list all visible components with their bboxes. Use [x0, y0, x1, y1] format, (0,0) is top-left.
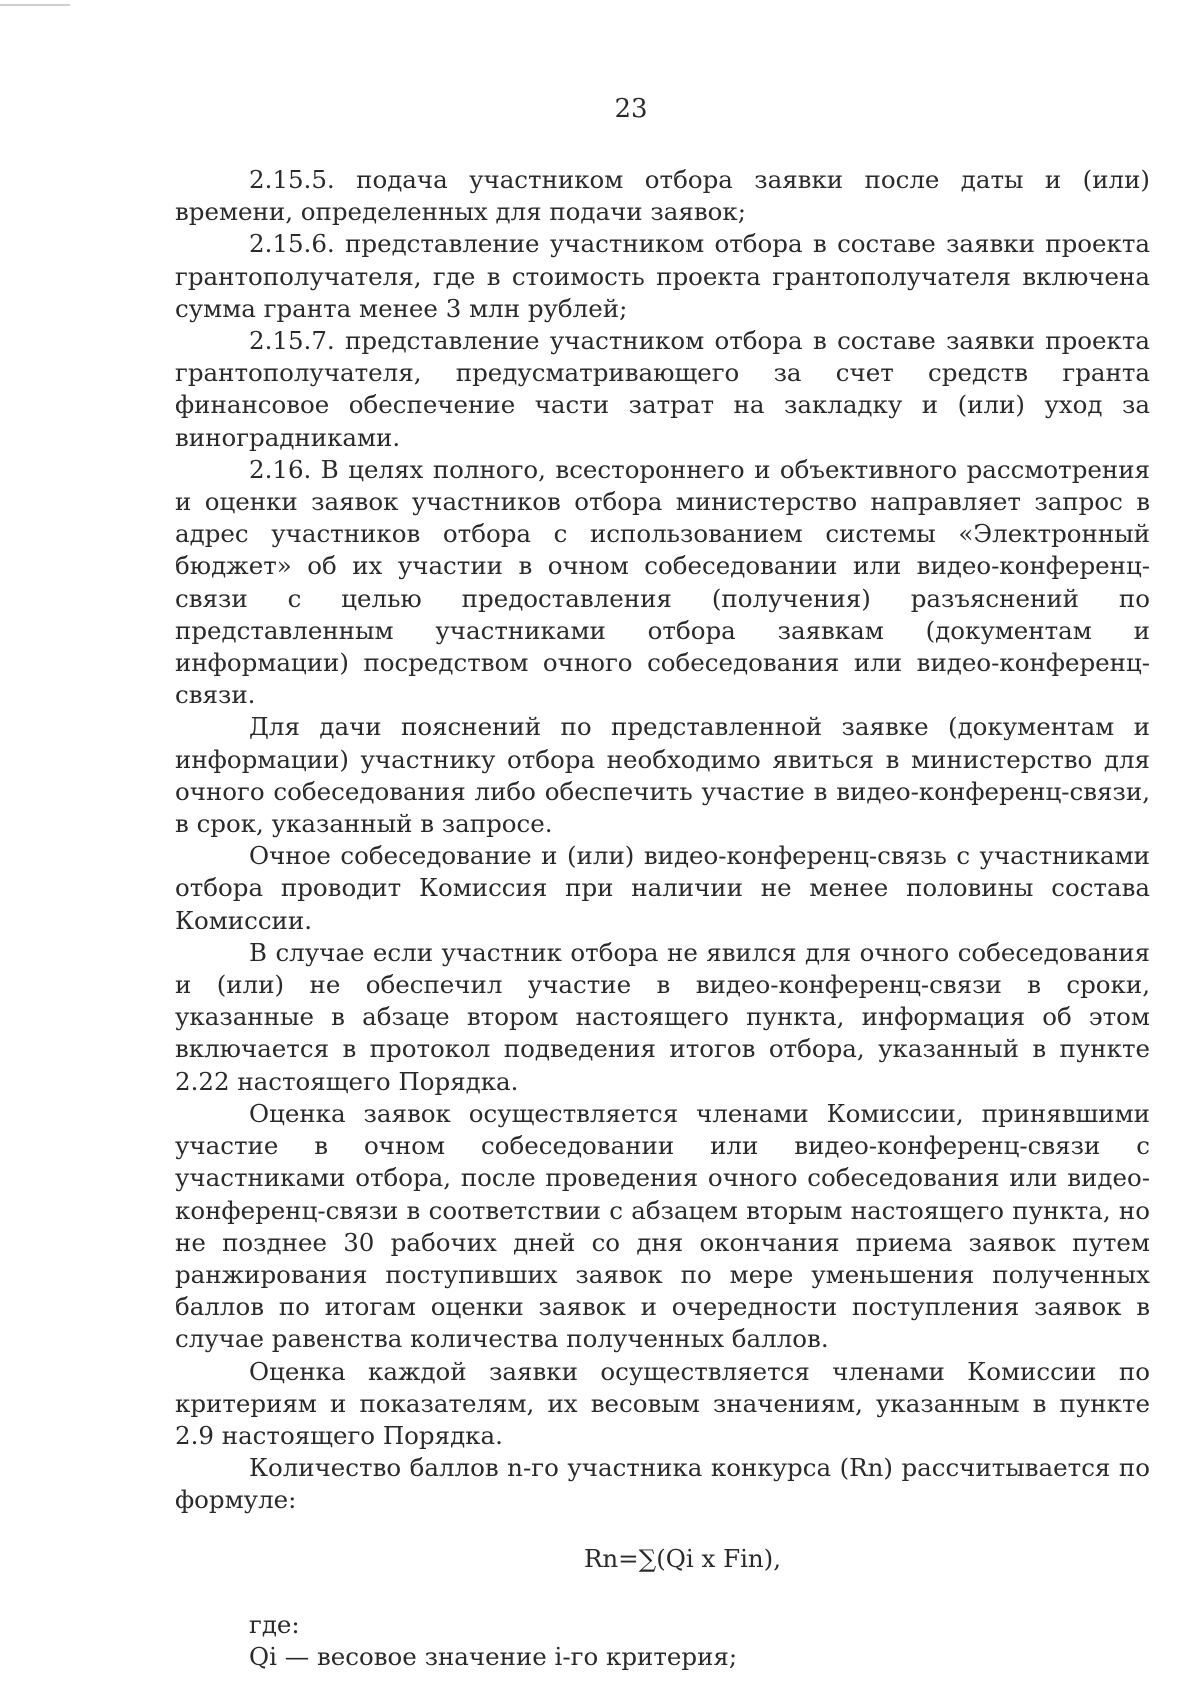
- paragraph-criteria: Оценка каждой заявки осуществляется членами Комиссии по критериям и показателям, их весовым значениям, указанным в пункте 2.9 настоящего Порядка.: [175, 1356, 1150, 1450]
- where-label: где:: [249, 1609, 300, 1639]
- document-body: [175, 164, 1150, 1673]
- paragraph-2-15-5: 2.15.5. подача участником отбора заявки после даты и (или) времени, определенных для подачи заявок;: [175, 165, 1150, 227]
- paragraph-2-16: 2.16. В целях полного, всестороннего и объективного рассмотрения и оценки заявок участников отбора министерство направляет запрос в адрес участников отбора с использованием системы «Электронный бюджет» об их участии в очном собеседовании или видео-конференц-связи с целью предоставления (получения) разъяснений по представленным участниками отбора заявкам (документам и информации) посредством очного собеседования или видео-конференц-связи.: [175, 454, 1150, 710]
- scan-artifact: [0, 4, 70, 6]
- paragraph-explanations: Для дачи пояснений по представленной заявке (документам и информации) участнику отбора необходимо явиться в министерство для очного собеседования либо обеспечить участие в видео-конференц-связи, в срок, указанный в запросе.: [175, 712, 1150, 839]
- paragraph-absence: В случае если участник отбора не явился для очного собеседования и (или) не обеспечил участие в видео-конференц-связи в сроки, указанные в абзаце втором настоящего пункта, информация об этом включается в протокол подведения итогов отбора, указанный в пункте 2.22 настоящего Порядка.: [175, 937, 1150, 1096]
- page-number: 23: [614, 94, 648, 124]
- paragraph-2-15-6: 2.15.6. представление участником отбора в составе заявки проекта грантополучателя, где в стоимость проекта грантополучателя включена сумма гранта менее 3 млн рублей;: [175, 229, 1150, 323]
- paragraph-2-15-7: 2.15.7. представление участником отбора в составе заявки проекта грантополучателя, предусматривающего за счет средств гранта финансовое обеспечение части затрат на закладку и (или) уход за виноградниками.: [175, 326, 1150, 452]
- paragraph-evaluation: Оценка заявок осуществляется членами Комиссии, принявшими участие в очном собеседовании или видео-конференц-связи с участниками отбора, после проведения очного собеседования или видео-конференц-связи в соответствии с абзацем вторым настоящего пункта, но не позднее 30 рабочих дней со дня окончания приема заявок путем ранжирования поступивших заявок по мере уменьшения полученных баллов по итогам оценки заявок и очередности поступления заявок в случае равенства количества полученных баллов.: [175, 1098, 1150, 1354]
- score-formula: Rn=∑(Qi x Fin),: [583, 1543, 782, 1573]
- paragraph-score-formula-intro: Количество баллов n-го участника конкурса (Rn) рассчитывается по формуле:: [175, 1453, 1150, 1515]
- definition-qi: Qi — весовое значение i-го критерия;: [249, 1641, 738, 1671]
- paragraph-interview: Очное собеседование и (или) видео-конференц-связь с участниками отбора проводит Комиссия при наличии не менее половины состава Комиссии.: [175, 841, 1150, 935]
